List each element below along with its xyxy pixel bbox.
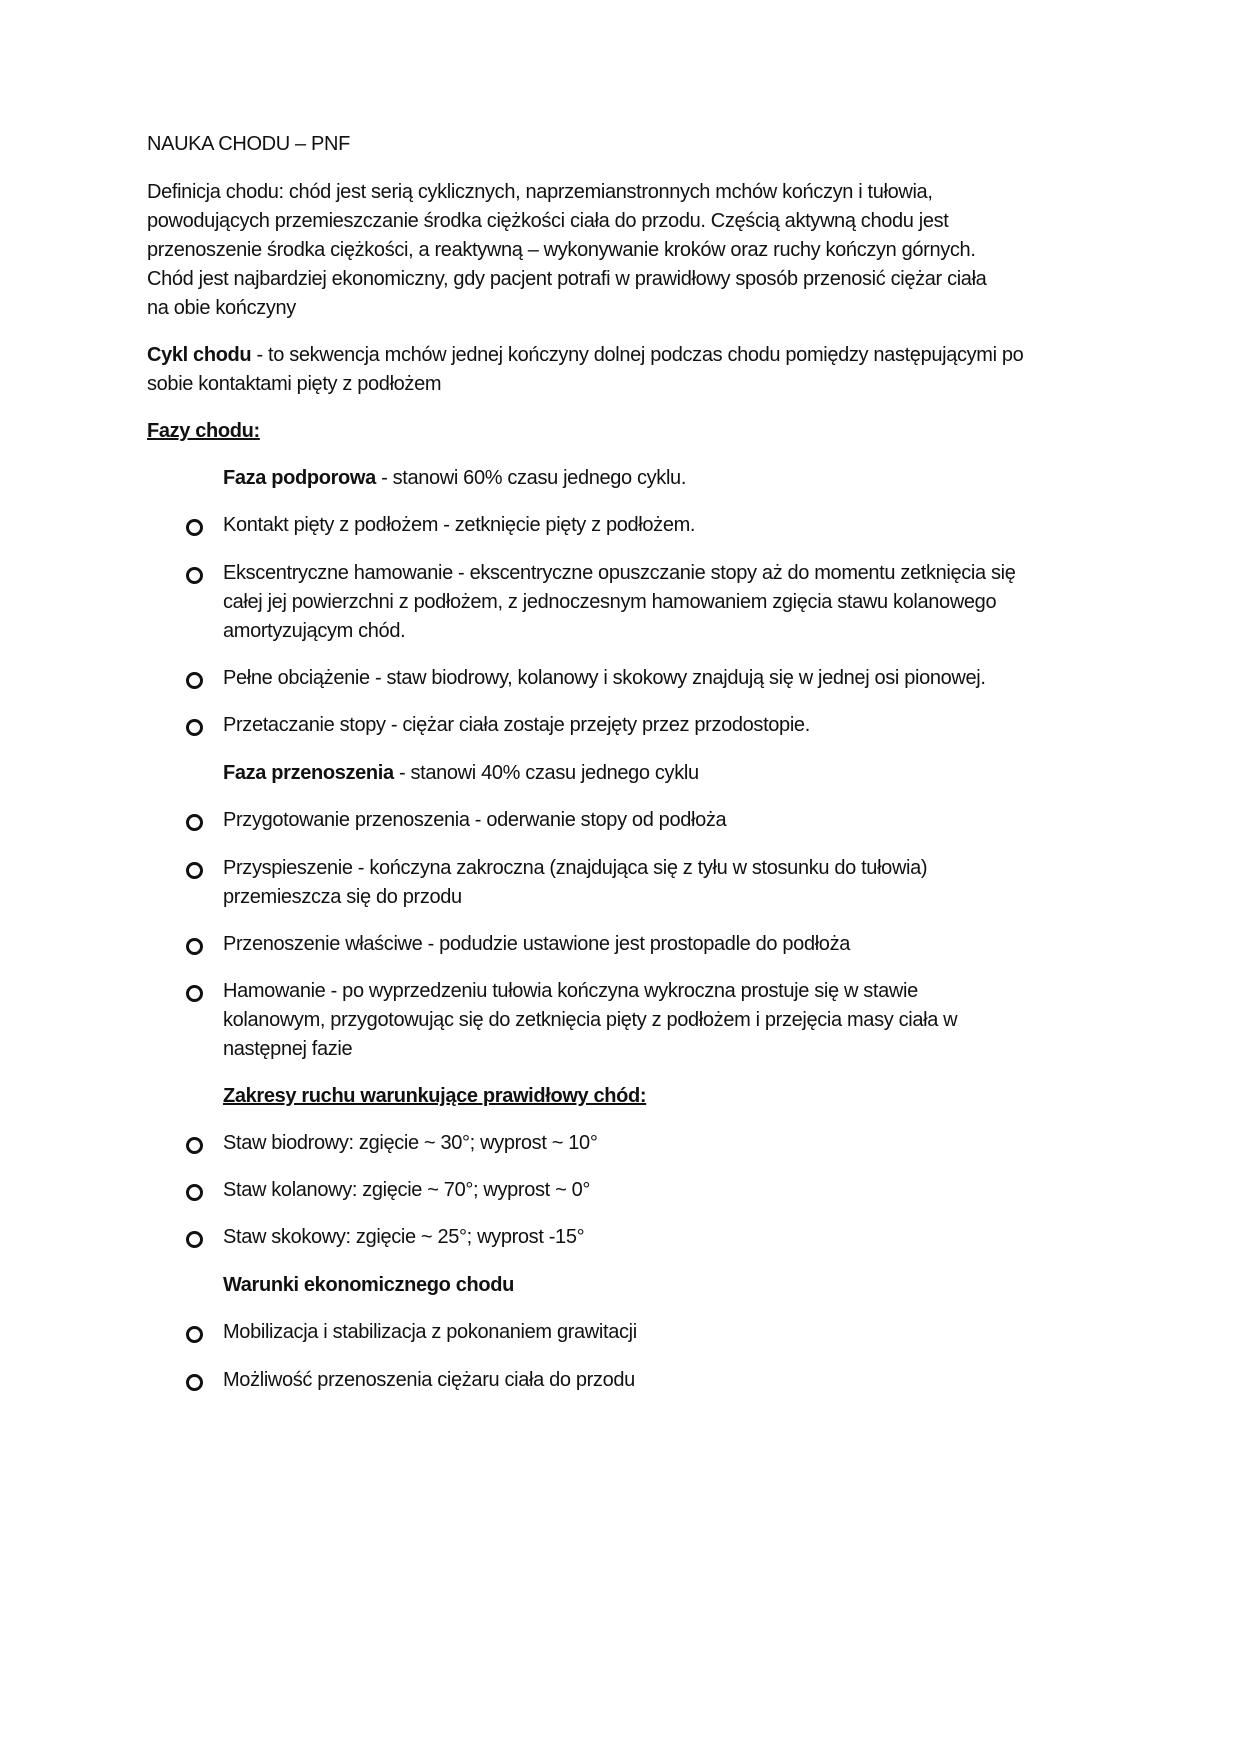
phases-heading: Fazy chodu:	[147, 420, 260, 442]
bullet-icon	[186, 938, 203, 955]
list-item: Hamowanie - po wyprzedzeniu tułowia kończyna wykroczna prostuje się w stawie	[223, 980, 918, 1002]
list-item: Mobilizacja i stabilizacja z pokonaniem grawitacji	[223, 1321, 637, 1343]
cycle-definition-line: sobie kontaktami pięty z podłożem	[147, 373, 442, 395]
definition-line: Definicja chodu: chód jest serią cyklicznych, naprzemianstronnych mchów kończyn i tułowia,	[147, 181, 933, 203]
bullet-icon	[186, 862, 203, 879]
bullet-icon	[186, 1184, 203, 1201]
list-item: Ekscentryczne hamowanie - ekscentryczne opuszczanie stopy aż do momentu zetknięcia się	[223, 562, 1016, 584]
bullet-icon	[186, 567, 203, 584]
stance-phase-heading: Faza podporowa - stanowi 60% czasu jednego cyklu.	[223, 467, 687, 489]
list-item: Możliwość przenoszenia ciężaru ciała do przodu	[223, 1369, 635, 1391]
list-item-line: przemieszcza się do przodu	[223, 886, 462, 908]
definition-line: na obie kończyny	[147, 297, 296, 319]
bullet-icon	[186, 1326, 203, 1343]
bullet-icon	[186, 985, 203, 1002]
bullet-icon	[186, 814, 203, 831]
list-item: Kontakt pięty z podłożem - zetknięcie pięty z podłożem.	[223, 514, 696, 536]
list-item: Staw skokowy: zgięcie ~ 25°; wyprost -15°	[223, 1226, 585, 1248]
document-title: NAUKA CHODU – PNF	[147, 133, 350, 155]
cycle-term: Cykl chodu	[147, 344, 252, 366]
ranges-heading: Zakresy ruchu warunkujące prawidłowy chód:	[223, 1085, 647, 1107]
bullet-icon	[186, 1231, 203, 1248]
list-item-line: całej jej powierzchni z podłożem, z jednoczesnym hamowaniem zgięcia stawu kolanowego	[223, 591, 997, 613]
bullet-icon	[186, 672, 203, 689]
swing-phase-heading: Faza przenoszenia - stanowi 40% czasu jednego cyklu	[223, 762, 699, 784]
list-item-line: kolanowym, przygotowując się do zetknięcia pięty z podłożem i przejęcia masy ciała w	[223, 1009, 958, 1031]
definition-line: przenoszenie środka ciężkości, a reaktywną – wykonywanie kroków oraz ruchy kończyn górnych.	[147, 239, 976, 261]
definition-line: Chód jest najbardziej ekonomiczny, gdy pacjent potrafi w prawidłowy sposób przenosić ciężar ciała	[147, 268, 987, 290]
list-item: Pełne obciążenie - staw biodrowy, kolanowy i skokowy znajdują się w jednej osi pionowej.	[223, 667, 986, 689]
definition-line: powodujących przemieszczanie środka ciężkości ciała do przodu. Częścią aktywną chodu jest	[147, 210, 949, 232]
list-item: Staw biodrowy: zgięcie ~ 30°; wyprost ~ 10°	[223, 1132, 598, 1154]
list-item-line: następnej fazie	[223, 1038, 353, 1060]
bullet-icon	[186, 1137, 203, 1154]
list-item: Przyspieszenie - kończyna zakroczna (znajdująca się z tyłu w stosunku do tułowia)	[223, 857, 928, 879]
bullet-icon	[186, 519, 203, 536]
bullet-icon	[186, 1374, 203, 1391]
list-item-line: amortyzującym chód.	[223, 620, 406, 642]
economy-heading: Warunki ekonomicznego chodu	[223, 1274, 514, 1296]
cycle-definition: Cykl chodu - to sekwencja mchów jednej kończyny dolnej podczas chodu pomiędzy następującymi po	[147, 344, 1024, 366]
bullet-icon	[186, 719, 203, 736]
list-item: Przygotowanie przenoszenia - oderwanie stopy od podłoża	[223, 809, 727, 831]
list-item: Przetaczanie stopy - ciężar ciała zostaje przejęty przez przodostopie.	[223, 714, 810, 736]
list-item: Przenoszenie właściwe - podudzie ustawione jest prostopadle do podłoża	[223, 933, 851, 955]
list-item: Staw kolanowy: zgięcie ~ 70°; wyprost ~ 0°	[223, 1179, 591, 1201]
